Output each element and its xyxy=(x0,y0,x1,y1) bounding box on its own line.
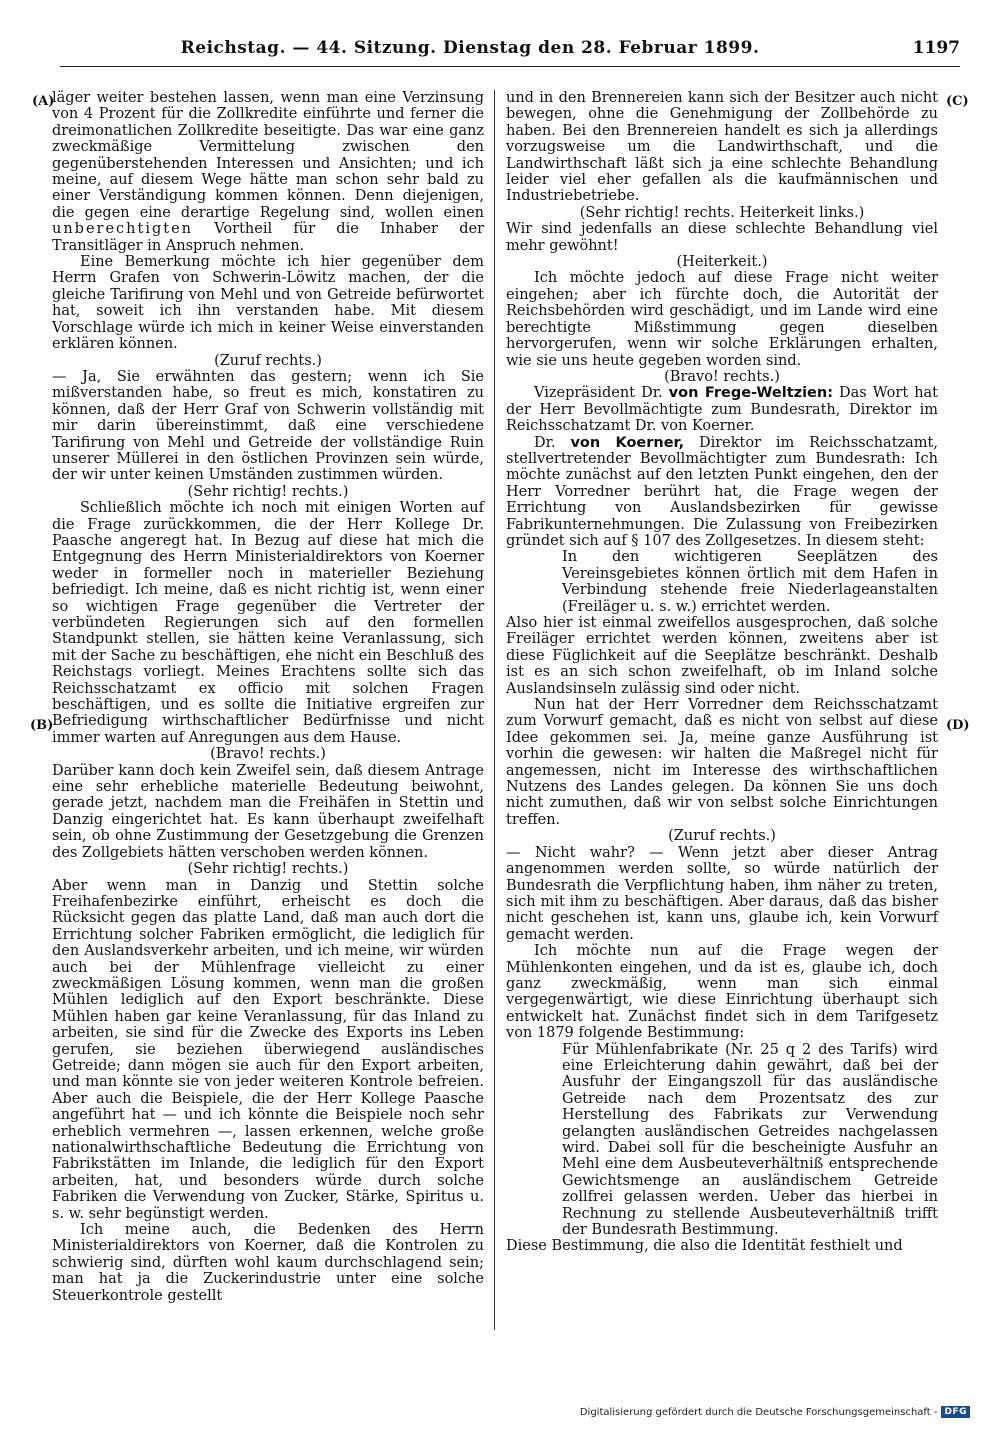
digitization-credit xyxy=(580,1406,970,1418)
left-interjection-4: (Sehr richtig! rechts.) xyxy=(187,861,349,878)
left-paragraph-6: Aber wenn man in Danzig und Stettin solche Freihafenbezirke einführt, erheischt es doch die Rücksicht gegen das platte Land, daß man auch dort die Errichtung solcher Fabriken ermöglicht, die lediglich für den Auslandsverkehr arbeiten, und ich meine, wir würden auch bei der Mühlenfrage vielleicht zu einer zweckmäßigen Lösung kommen, wenn man die großen Mühlen lediglich auf den Export beschränkte. Diese Mühlen haben gar keine Veranlassung, für das Inland zu arbeiten, sie sind für die Zwecke des Exports ins Leben gerufen, sie beziehen überwiegend ausländisches Getreide; dann mögen sie auch für den Export arbeiten, und man könnte sie von jeder weiteren Kontrole befreien. Aber auch die Beispiele, die der Herr Kollege Paasche angeführt hat — und ich könnte die Beispiele noch sehr erheblich vermehren —, lassen erkennen, welche große nationalwirthschaftliche Bedeutung die Errichtung von Fabrikstätten im Inlande, die lediglich für den Export arbeiten, hat, und besonders würde durch solche Fabriken die Verwendung von Zucker, Stärke, Spiritus u. s. w. sehr begünstigt werden. xyxy=(52,877,484,1222)
margin-mark-a: (A) xyxy=(32,94,55,109)
running-title: Reichstag. — 44. Sitzung. Dienstag den 28. Februar 1899. xyxy=(180,38,760,58)
right-paragraph-7: Nun hat der Herr Vorredner dem Reichsschatzamt zum Vorwurf gemacht, daß es nicht von selbst auf diese Idee gekommen sei. Ja, meine ganze Ausführung ist vorhin die gewesen: wir halten die Maßregel nicht für angemessen, nicht im Interesse des wirthschaftlichen Nutzens des Landes gelegen. Da können Sie uns doch nicht zumuthen, daß wir von selbst solche Einrichtungen treffen. xyxy=(506,697,938,828)
right-paragraph-1: und in den Brennereien kann sich der Besitzer auch nicht bewegen, ohne die Genehmigung der Zollbehörde zu haben. Bei den Brennereien handelt es sich ja allerdings vorzugsweise um die Landwirthschaft, und die Landwirthschaft läßt sich ja eine schlechte Behandlung leider viel eher gefallen als die kaufmännischen und Industriebetriebe. xyxy=(506,90,938,205)
right-paragraph-3: Ich möchte jedoch auf diese Frage nicht weiter eingehen; aber ich fürchte doch, die Autorität der Reichsbehörden wird geschädigt, und im Lande wird eine berechtigte Mißstimmung gegen dieselben hervorgerufen, wenn wir solche Erklärungen erhalten, wie sie uns heute gegeben worden sind. xyxy=(506,270,938,369)
left-paragraph-3: — Ja, Sie erwähnten das gestern; wenn ich Sie mißverstanden habe, so freut es mich, konstatiren zu können, daß der Herr Graf von Schwerin vollständig mit mir darin übereinstimmt, daß eine verschiedene Tarifirung von Mehl und Getreide der vollständige Ruin unserer Müllerei in den östlichen Provinzen sein würde, der wir unter keinen Umständen zustimmen würden. xyxy=(52,368,484,484)
right-interjection-4: (Zuruf rechts.) xyxy=(668,828,776,845)
right-interjection-2: (Heiterkeit.) xyxy=(676,254,768,271)
left-paragraph-2: Eine Bemerkung möchte ich hier gegenüber dem Herrn Grafen von Schwerin-Löwitz machen, der die gleiche Tarifirung von Mehl und von Getreide befürwortet hat, soweit ich ihn verstanden habe. Mit diesem Vorschlage würde ich mich in keiner Weise einverstanden erklären können. xyxy=(52,254,484,353)
left-paragraph-7: Ich meine auch, die Bedenken des Herrn Ministerialdirektors von Koerner, daß die Kontrolen zu schwierig sind, dürften wohl kaum durchschlagend sein; man hat ja die Zuckerindustrie unter eine solche Steuerkontrole gestellt xyxy=(52,1222,484,1304)
left-paragraph-1 xyxy=(52,90,484,254)
left-column xyxy=(52,90,484,1304)
right-interjection-1: (Sehr richtig! rechts. Heiterkeit links.) xyxy=(579,204,865,221)
right-p4-text: Das Wort hat der Herr Bevollmächtigte zum Bundesrath, Direktor im Reichsschatzamt Dr. von Koerner. xyxy=(506,385,939,435)
left-p1-emphasis: unberechtigten xyxy=(52,221,194,238)
page-number: 1197 xyxy=(912,38,960,58)
left-interjection-2: (Sehr richtig! rechts.) xyxy=(187,483,349,500)
right-paragraph-4 xyxy=(506,385,938,434)
dfg-logo: DFG xyxy=(941,1406,970,1418)
left-p1-tail: Vortheil für die Inhaber der Transitläger in Anspruch nehmen. xyxy=(52,221,484,254)
right-column xyxy=(506,90,938,1255)
credit-text: Digitalisierung gefördert durch die Deutsche Forschungsgemeinschaft - xyxy=(579,1406,938,1418)
left-interjection-1: (Zuruf rechts.) xyxy=(214,352,322,369)
right-paragraph-9: Ich möchte nun auf die Frage wegen der Mühlenkonten eingehen, und da ist es, glaube ich, doch ganz zweckmäßig, wenn man sich einmal vergegenwärtigt, wie diese Einrichtung überhaupt sich entwickelt hat. Zunächst findet sich in dem Tarifgesetz von 1879 folgende Bestimmung: xyxy=(506,943,938,1042)
right-p5-lead: Dr. xyxy=(534,434,556,451)
column-divider xyxy=(494,90,495,1330)
speaker-von-koerner: von Koerner, xyxy=(570,434,685,451)
left-interjection-3: (Bravo! rechts.) xyxy=(210,746,326,763)
left-p1-text: läger weiter bestehen lassen, wenn man eine Verzinsung von 4 Prozent für die Zollkredite einführte und ferner die dreimonatlichen Zollkredite beseitigte. Das war eine ganz zweckmäßige Vermittelung zwischen den gegenüberstehenden Interessen und Ansichten; und ich meine, auf diesem Wege hätte man schon sehr bald zu einer Verständigung kommen können. Denn diejenigen, die gegen eine derartige Regelung sind, wollen einen xyxy=(52,90,484,221)
left-paragraph-4: Schließlich möchte ich noch mit einigen Worten auf die Frage zurückkommen, die der Herr Kollege Dr. Paasche angeregt hat. In Bezug auf diese hat mich die Entgegnung des Herrn Ministerialdirektors von Koerner weder in formeller noch in materieller Beziehung befriedigt. Ich meine, daß es nicht richtig ist, wenn einer so wichtigen Frage gegenüber die Vertreter der verbündeten Regierungen sich auf den formellen Standpunkt stellen, sie hätten keine Veranlassung, sich mit der Sache zu beschäftigen, ehe nicht ein Beschluß des Reichstags vorliegt. Meines Erachtens sollte sich das Reichsschatzamt ex officio mit solchen Fragen beschäftigen, und es sollte die Initiative ergreifen zur Befriedigung wirthschaftlicher Bedürfnisse und nicht immer warten auf Anregungen aus dem Hause. xyxy=(52,500,484,746)
right-paragraph-2: Wir sind jedenfalls an diese schlechte Behandlung viel mehr gewöhnt! xyxy=(506,221,938,254)
left-paragraph-5: Darüber kann doch kein Zweifel sein, daß diesem Antrage eine sehr erhebliche materielle Bedeutung beiwohnt, gerade jetzt, nachdem man die Freihäfen in Stettin und Danzig eingerichtet hat. Es kann überhaupt zweifelhaft sein, ob ohne Zustimmung der Gesetzgebung die Grenzen des Zollgebiets hätten verschoben werden können. xyxy=(52,762,484,861)
speaker-frege-weltzien: von Frege-Weltzien: xyxy=(668,385,833,402)
page-header xyxy=(60,38,960,67)
right-paragraph-8: — Nicht wahr? — Wenn jetzt aber dieser Antrag angenommen werden sollte, so würde natürlich der Bundesrath die Verpflichtung haben, ihm näher zu treten, sich mit ihm zu beschäftigen. Aber daraus, daß das bisher nicht geschehen ist, kann uns, glaube ich, kein Vorwurf gemacht werden. xyxy=(506,844,938,943)
right-quote-2: Für Mühlenfabrikate (Nr. 25 q 2 des Tarifs) wird eine Erleichterung dahin gewährt, daß bei der Ausfuhr der Eingangszoll für das ausländische Getreide nach dem Prozentsatz des zur Herstellung des Fabrikats zur Verwendung gelangten ausländischen Getreides nachgelassen wird. Dabei soll für die bescheinigte Ausfuhr an Mehl eine dem Ausbeuteverhältniß entsprechende Gewichtsmenge an ausländischem Getreide zollfrei gelassen werden. Ueber das hierbei in Rechnung zu stellende Ausbeuteverhältniß trifft der Bundesrath Bestimmung. xyxy=(562,1041,938,1239)
right-p4-lead: Vizepräsident Dr. xyxy=(534,385,663,402)
right-paragraph-5 xyxy=(506,435,938,550)
right-paragraph-10: Diese Bestimmung, die also die Identität festhielt und xyxy=(506,1238,903,1255)
margin-mark-d: (D) xyxy=(946,718,970,733)
right-p5-text: Direktor im Reichsschatzamt, stellvertretender Bevollmächtigter zum Bundesrath: Ich möchte zunächst auf den letzten Punkt eingehen, den der Herr Vorredner berührt hat, die Frage wegen der Errichtung von Auslandsbezirken für gewisse Fabrikunternehmungen. Die Zulassung von Freibezirken gründet sich auf § 107 des Zollgesetzes. In diesem steht: xyxy=(506,434,938,549)
right-paragraph-6: Also hier ist einmal zweifellos ausgesprochen, daß solche Freiläger errichtet werden können, zweitens aber ist diese Füglichkeit auf die Seeplätze beschränkt. Deshalb ist es an sich schon zweifelhaft, ob im Inland solche Auslandsinseln zulässig sind oder nicht. xyxy=(506,615,938,697)
right-interjection-3: (Bravo! rechts.) xyxy=(664,368,780,385)
margin-mark-c: (C) xyxy=(946,94,969,109)
right-quote-1: In den wichtigeren Seeplätzen des Vereinsgebietes können örtlich mit dem Hafen in Verbindung stehende freie Niederlageanstalten (Freiläger u. s. w.) errichtet werden. xyxy=(562,549,938,615)
margin-mark-b: (B) xyxy=(30,718,54,733)
